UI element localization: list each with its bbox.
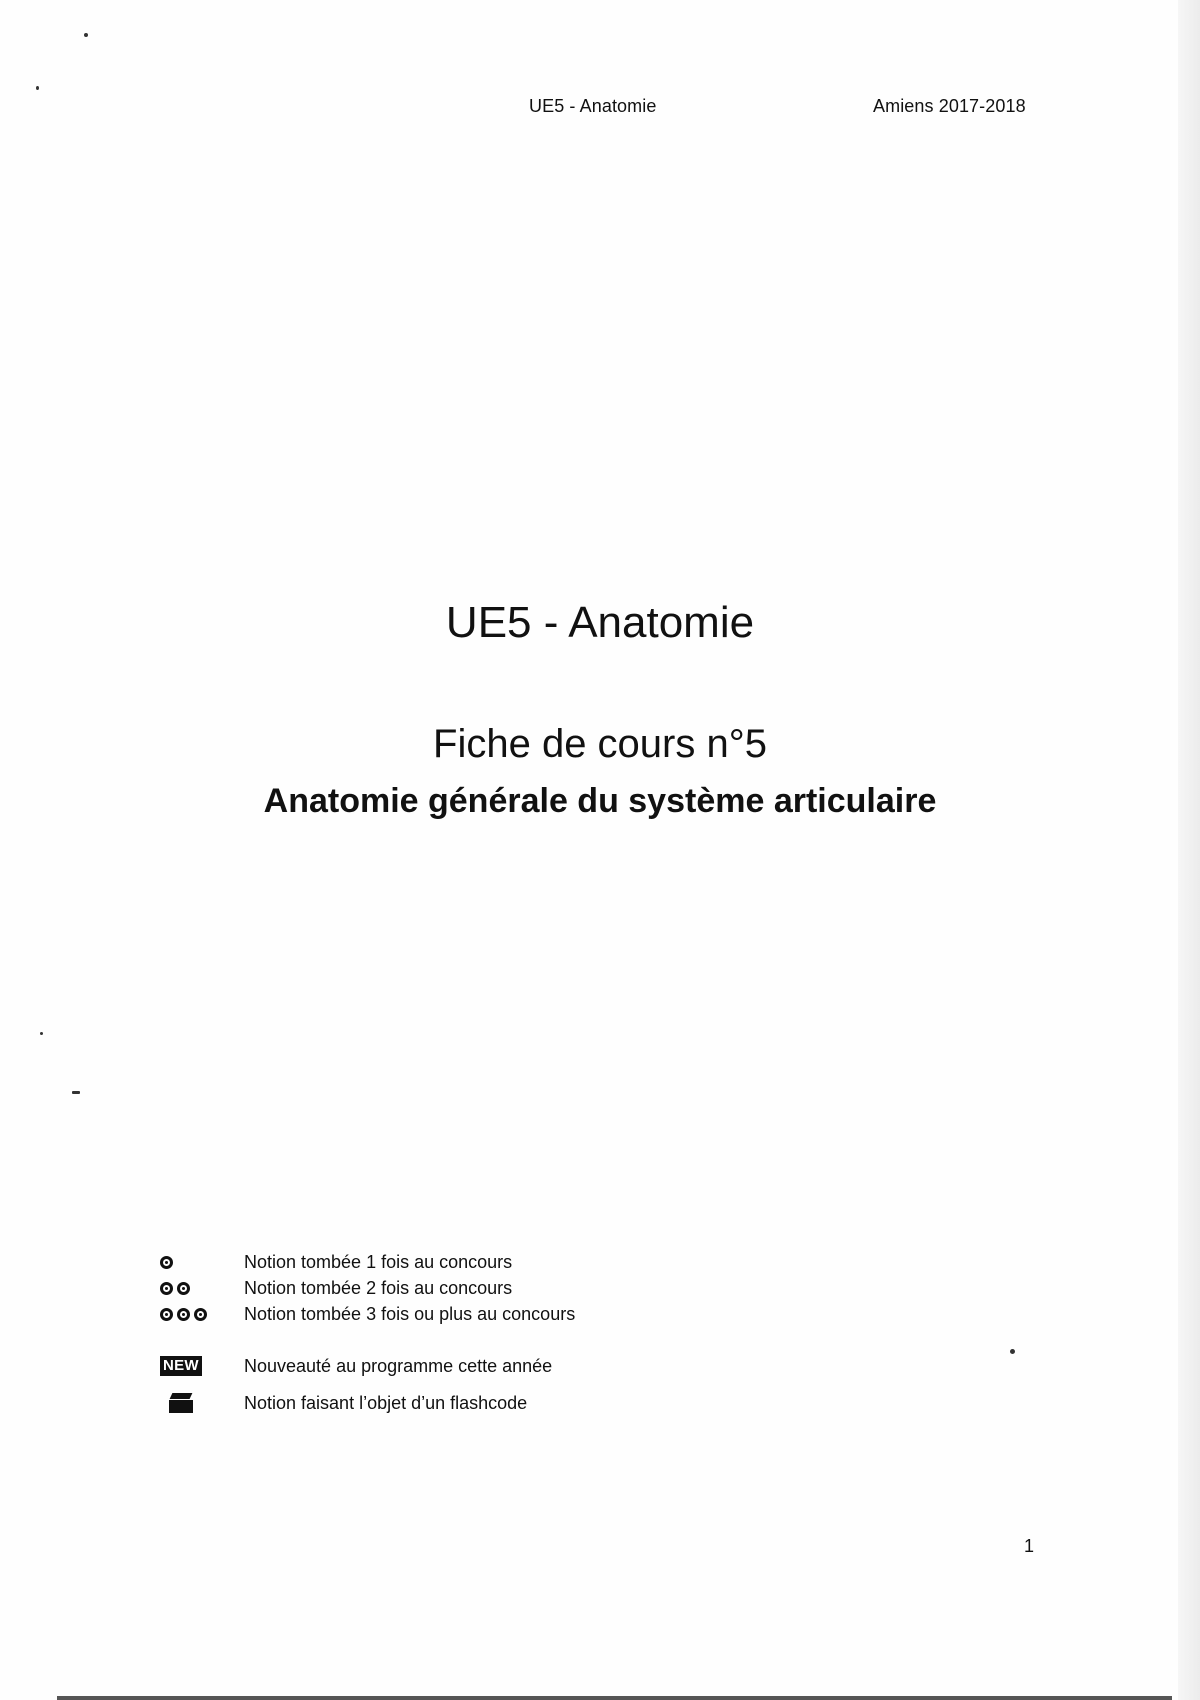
legend-item xyxy=(160,1250,512,1274)
scan-speck xyxy=(72,1091,80,1094)
legend-text: Nouveauté au programme cette année xyxy=(244,1355,553,1376)
header-course: UE5 - Anatomie xyxy=(529,96,657,116)
two-circles-icon xyxy=(160,1276,244,1300)
legend-text: Notion tombée 1 fois au concours xyxy=(244,1251,513,1272)
legend-text: Notion tombée 3 fois ou plus au concours xyxy=(244,1303,576,1324)
legend-item xyxy=(160,1302,575,1326)
legend-item xyxy=(160,1391,527,1415)
new-badge: NEW xyxy=(160,1356,202,1376)
scan-speck xyxy=(84,33,88,37)
fiche-title: Fiche de cours n°5 xyxy=(433,722,767,766)
clapperboard-icon xyxy=(160,1391,244,1415)
legend-text: Notion tombée 2 fois au concours xyxy=(244,1277,513,1298)
legend-text: Notion faisant l’objet d’un flashcode xyxy=(244,1392,528,1413)
fiche-subtitle: Anatomie générale du système articulaire xyxy=(263,782,937,820)
page-number: 1 xyxy=(1024,1536,1035,1556)
legend-item xyxy=(160,1276,512,1300)
scan-speck xyxy=(36,86,39,90)
scan-speck xyxy=(40,1032,43,1035)
one-circle-icon xyxy=(160,1250,244,1274)
main-title: UE5 - Anatomie xyxy=(445,598,755,647)
three-circles-icon xyxy=(160,1302,244,1326)
scan-speck xyxy=(1010,1349,1015,1354)
scan-edge xyxy=(1178,0,1200,1700)
legend-item xyxy=(160,1354,552,1378)
bottom-rule xyxy=(57,1696,1172,1700)
header-location-year: Amiens 2017-2018 xyxy=(873,96,1026,116)
new-badge-icon xyxy=(160,1354,244,1378)
